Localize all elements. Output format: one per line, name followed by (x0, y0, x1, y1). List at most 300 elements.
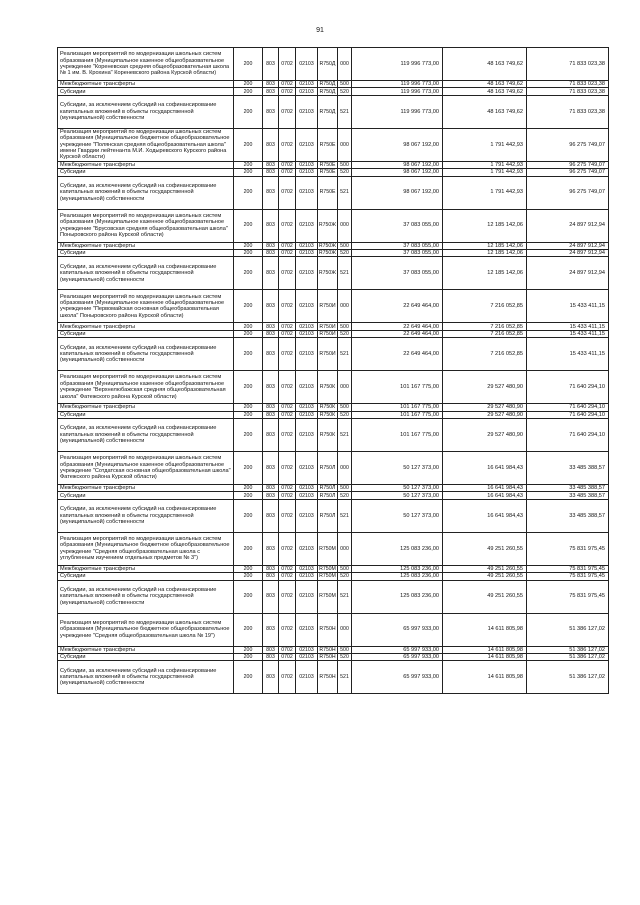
amount-executed: 29 527 480,90 (443, 371, 527, 404)
amount-executed: 48 163 749,62 (443, 48, 527, 81)
code-pr: 0702 (279, 565, 296, 572)
code-csr-direction: R750Е (318, 169, 338, 176)
amount-plan: 37 083 055,00 (352, 242, 443, 249)
code-pr: 0702 (279, 209, 296, 242)
amount-plan: 98 067 192,00 (352, 176, 443, 209)
code-vr: 000 (338, 48, 352, 81)
code-rz: 803 (263, 653, 279, 660)
amount-plan: 98 067 192,00 (352, 161, 443, 168)
code-rz: 803 (263, 613, 279, 646)
code-csr-program: 02103 (296, 95, 318, 128)
amount-executed: 1 791 442,93 (443, 176, 527, 209)
code-rz: 803 (263, 532, 279, 565)
code-csr-program: 02103 (296, 492, 318, 499)
code-rz: 803 (263, 371, 279, 404)
row-name: Межбюджетные трансферты (58, 161, 234, 168)
code-rz: 803 (263, 499, 279, 532)
code-vr: 000 (338, 371, 352, 404)
code-rz: 803 (263, 88, 279, 95)
code-ved: 200 (234, 371, 263, 404)
code-csr-program: 02103 (296, 330, 318, 337)
row-name: Субсидии (58, 653, 234, 660)
code-pr: 0702 (279, 330, 296, 337)
amount-remaining: 71 833 023,38 (527, 88, 609, 95)
code-pr: 0702 (279, 95, 296, 128)
code-pr: 0702 (279, 404, 296, 411)
code-csr-direction: R750Д (318, 48, 338, 81)
code-vr: 520 (338, 169, 352, 176)
code-ved: 200 (234, 532, 263, 565)
code-vr: 520 (338, 492, 352, 499)
amount-plan: 101 167 775,00 (352, 411, 443, 418)
table-row-measure (58, 48, 609, 81)
code-ved: 200 (234, 290, 263, 323)
code-csr-program: 02103 (296, 176, 318, 209)
code-csr-direction: R750Н (319, 646, 336, 653)
code-csr-program: 02103 (296, 484, 318, 491)
code-vr: 521 (338, 176, 352, 209)
code-csr-program: 02103 (296, 532, 318, 565)
row-name: Субсидии (58, 249, 234, 256)
amount-plan: 65 997 933,00 (352, 613, 443, 646)
table-row (58, 411, 609, 418)
amount-remaining: 96 275 749,07 (527, 128, 609, 161)
amount-plan: 98 067 192,00 (352, 128, 443, 161)
code-ved: 200 (234, 48, 263, 81)
code-csr-direction: R750Л (318, 451, 338, 484)
table-row (58, 249, 609, 256)
code-ved: 200 (234, 580, 263, 613)
code-vr: 000 (338, 209, 352, 242)
amount-executed: 16 641 984,43 (443, 499, 527, 532)
amount-remaining: 71 640 294,10 (527, 404, 609, 411)
row-name: Реализация мероприятий по модернизации школьных систем образования (Муниципальное бюджетное общеобразовательное учреждение "Полянская средняя общеобразовательная школа" имени Гвардии лейтенанта М.И. Ходыревского Курского района Курской области) (58, 128, 234, 161)
code-rz: 803 (263, 242, 279, 249)
table-row (58, 169, 609, 176)
code-csr-program: 02103 (296, 653, 318, 660)
code-csr-direction: R750И (318, 290, 338, 323)
row-name: Субсидии, за исключением субсидий на софинансирование капитальных вложений в объекты государственной (муниципальной) собственности (58, 499, 234, 532)
code-csr-program: 02103 (296, 661, 318, 694)
code-csr-direction: R750Д (318, 88, 338, 95)
code-rz: 803 (263, 48, 279, 81)
code-csr-program: 02103 (296, 323, 318, 330)
code-rz: 803 (263, 330, 279, 337)
amount-executed: 29 527 480,90 (443, 404, 527, 411)
code-vr: 521 (338, 580, 352, 613)
table-row (58, 257, 609, 290)
code-rz: 803 (263, 249, 279, 256)
amount-plan: 37 083 055,00 (352, 249, 443, 256)
code-csr-program: 02103 (296, 580, 318, 613)
code-csr-direction: R750Д (318, 95, 338, 128)
amount-remaining: 51 386 127,02 (527, 653, 609, 660)
amount-remaining: 24 897 912,94 (527, 249, 609, 256)
table-row-measure (58, 209, 609, 242)
code-pr: 0702 (279, 81, 296, 88)
code-ved: 200 (234, 176, 263, 209)
amount-plan: 125 083 236,00 (352, 565, 443, 572)
code-ved: 200 (234, 613, 263, 646)
code-rz: 803 (263, 565, 279, 572)
code-csr-direction: R750М (319, 573, 336, 580)
table-row (58, 88, 609, 95)
row-name: Межбюджетные трансферты (58, 404, 234, 411)
amount-remaining: 96 275 749,07 (527, 161, 609, 168)
code-vr: 500 (338, 646, 352, 653)
code-vr: 521 (338, 661, 352, 694)
amount-remaining: 33 485 388,57 (527, 451, 609, 484)
amount-remaining: 51 386 127,02 (527, 646, 609, 653)
amount-executed: 49 251 260,55 (443, 565, 527, 572)
row-name: Субсидии, за исключением субсидий на софинансирование капитальных вложений в объекты государственной (муниципальной) собственности (58, 95, 234, 128)
code-ved: 200 (234, 661, 263, 694)
code-ved: 200 (234, 169, 263, 176)
code-ved: 200 (234, 573, 263, 580)
code-csr-program: 02103 (296, 371, 318, 404)
code-ved: 200 (234, 128, 263, 161)
amount-plan: 101 167 775,00 (352, 371, 443, 404)
code-rz: 803 (263, 646, 279, 653)
code-vr: 520 (338, 573, 352, 580)
amount-remaining: 51 386 127,02 (527, 661, 609, 694)
code-rz: 803 (263, 290, 279, 323)
code-pr: 0702 (279, 580, 296, 613)
table-row-measure (58, 128, 609, 161)
code-vr: 000 (338, 128, 352, 161)
amount-remaining: 24 897 912,94 (527, 209, 609, 242)
amount-executed: 29 527 480,90 (443, 411, 527, 418)
amount-remaining: 15 433 411,15 (527, 330, 609, 337)
amount-plan: 22 649 464,00 (352, 330, 443, 337)
code-vr: 500 (338, 161, 352, 168)
table-row (58, 573, 609, 580)
amount-plan: 125 083 236,00 (352, 573, 443, 580)
code-pr: 0702 (279, 169, 296, 176)
amount-remaining: 71 833 023,38 (527, 81, 609, 88)
amount-executed: 49 251 260,55 (443, 532, 527, 565)
amount-remaining: 96 275 749,07 (527, 169, 609, 176)
amount-plan: 50 127 373,00 (352, 492, 443, 499)
code-csr-direction: R750И (319, 330, 336, 337)
amount-executed: 49 251 260,55 (443, 580, 527, 613)
code-ved: 200 (234, 81, 263, 88)
row-name: Субсидии, за исключением субсидий на софинансирование капитальных вложений в объекты государственной (муниципальной) собственности (58, 418, 234, 451)
code-rz: 803 (263, 338, 279, 371)
code-csr-program: 02103 (296, 128, 318, 161)
amount-remaining: 71 833 023,38 (527, 95, 609, 128)
table-row (58, 242, 609, 249)
amount-remaining: 33 485 388,57 (527, 499, 609, 532)
code-rz: 803 (263, 573, 279, 580)
code-vr: 000 (338, 532, 352, 565)
code-csr-program: 02103 (296, 411, 318, 418)
amount-remaining: 33 485 388,57 (527, 492, 609, 499)
amount-plan: 125 083 236,00 (352, 532, 443, 565)
code-rz: 803 (263, 580, 279, 613)
code-vr: 520 (338, 653, 352, 660)
code-vr: 521 (338, 499, 352, 532)
amount-remaining: 24 897 912,94 (527, 257, 609, 290)
code-pr: 0702 (279, 451, 296, 484)
code-rz: 803 (263, 404, 279, 411)
code-pr: 0702 (279, 499, 296, 532)
amount-plan: 125 083 236,00 (352, 580, 443, 613)
table-row (58, 580, 609, 613)
code-vr: 000 (338, 613, 352, 646)
amount-executed: 1 791 442,93 (443, 161, 527, 168)
code-ved: 200 (234, 242, 263, 249)
row-name: Субсидии (58, 169, 234, 176)
code-csr-direction: R750Ж (318, 250, 337, 257)
code-vr: 500 (338, 404, 352, 411)
row-name: Субсидии (58, 411, 234, 418)
amount-remaining: 71 640 294,10 (527, 371, 609, 404)
code-vr: 500 (338, 81, 352, 88)
code-ved: 200 (234, 330, 263, 337)
code-rz: 803 (263, 95, 279, 128)
amount-plan: 37 083 055,00 (352, 257, 443, 290)
code-csr-direction: R750Н (318, 613, 338, 646)
amount-remaining: 15 433 411,15 (527, 323, 609, 330)
code-pr: 0702 (279, 411, 296, 418)
amount-executed: 14 611 805,98 (443, 613, 527, 646)
code-pr: 0702 (279, 242, 296, 249)
amount-plan: 119 996 773,00 (352, 95, 443, 128)
code-csr-program: 02103 (296, 565, 318, 572)
table-body (58, 48, 609, 694)
code-vr: 521 (338, 338, 352, 371)
code-pr: 0702 (279, 573, 296, 580)
code-pr: 0702 (279, 646, 296, 653)
amount-remaining: 15 433 411,15 (527, 338, 609, 371)
code-csr-direction: R750И (319, 323, 336, 330)
code-ved: 200 (234, 492, 263, 499)
code-ved: 200 (234, 418, 263, 451)
code-vr: 500 (338, 323, 352, 330)
code-csr-direction: R750Л (318, 484, 338, 491)
amount-executed: 16 641 984,43 (443, 451, 527, 484)
code-vr: 520 (338, 330, 352, 337)
code-csr-direction: R750Л (318, 499, 338, 532)
code-ved: 200 (234, 161, 263, 168)
row-name: Субсидии (58, 88, 234, 95)
code-rz: 803 (263, 257, 279, 290)
code-csr-direction: R750М (318, 532, 338, 565)
amount-plan: 98 067 192,00 (352, 169, 443, 176)
code-rz: 803 (263, 418, 279, 451)
code-rz: 803 (263, 128, 279, 161)
code-csr-direction: R750К (318, 371, 338, 404)
table-row-measure (58, 451, 609, 484)
row-name: Реализация мероприятий по модернизации школьных систем образования (Муниципальное казенное общеобразовательное учреждение "Верхнелюбажская средняя общеобразовательная школа" Фатежского района Курской области) (58, 371, 234, 404)
amount-plan: 22 649 464,00 (352, 338, 443, 371)
code-vr: 500 (338, 484, 352, 491)
amount-plan: 50 127 373,00 (352, 484, 443, 491)
row-name: Субсидии (58, 492, 234, 499)
table-row (58, 95, 609, 128)
code-csr-direction: R750Н (319, 654, 336, 661)
code-csr-direction: R750К (318, 411, 338, 418)
amount-plan: 101 167 775,00 (352, 418, 443, 451)
row-name: Субсидии, за исключением субсидий на софинансирование капитальных вложений в объекты государственной (муниципальной) собственности (58, 176, 234, 209)
code-pr: 0702 (279, 128, 296, 161)
code-csr-direction: R750Ж (318, 257, 338, 290)
code-ved: 200 (234, 653, 263, 660)
table-row-measure (58, 613, 609, 646)
amount-remaining: 96 275 749,07 (527, 176, 609, 209)
row-name: Реализация мероприятий по модернизации школьных систем образования (Муниципальное казенное общеобразовательное учреждение "Сотдатская основная общеобразовательная школа" Фатежского района Курской области) (58, 451, 234, 484)
code-ved: 200 (234, 451, 263, 484)
amount-remaining: 75 831 975,45 (527, 532, 609, 565)
budget-table (57, 47, 609, 694)
code-rz: 803 (263, 661, 279, 694)
code-csr-program: 02103 (296, 338, 318, 371)
code-ved: 200 (234, 404, 263, 411)
row-name: Субсидии, за исключением субсидий на софинансирование капитальных вложений в объекты государственной (муниципальной) собственности (58, 338, 234, 371)
row-name: Субсидии, за исключением субсидий на софинансирование капитальных вложений в объекты государственной (муниципальной) собственности (58, 257, 234, 290)
code-vr: 520 (338, 411, 352, 418)
code-pr: 0702 (279, 418, 296, 451)
amount-executed: 29 527 480,90 (443, 418, 527, 451)
code-ved: 200 (234, 499, 263, 532)
code-csr-direction: R750К (318, 404, 338, 411)
amount-plan: 119 996 773,00 (352, 81, 443, 88)
code-csr-direction: R750И (318, 338, 338, 371)
code-rz: 803 (263, 81, 279, 88)
amount-executed: 16 641 984,43 (443, 484, 527, 491)
code-csr-program: 02103 (296, 169, 318, 176)
code-csr-program: 02103 (296, 290, 318, 323)
amount-remaining: 24 897 912,94 (527, 242, 609, 249)
amount-plan: 50 127 373,00 (352, 451, 443, 484)
code-csr-direction: R750Е (318, 161, 338, 168)
table-row (58, 323, 609, 330)
code-rz: 803 (263, 492, 279, 499)
row-name: Межбюджетные трансферты (58, 242, 234, 249)
row-name: Реализация мероприятий по модернизации школьных систем образования (Муниципальное бюджетное общеобразовательное учреждение "Средняя общеобразовательная школа с углубленным изучением отдельных предметов № 3") (58, 532, 234, 565)
code-ved: 200 (234, 95, 263, 128)
table-row (58, 492, 609, 499)
code-csr-program: 02103 (296, 161, 318, 168)
code-ved: 200 (234, 646, 263, 653)
code-ved: 200 (234, 323, 263, 330)
code-csr-program: 02103 (296, 613, 318, 646)
code-vr: 521 (338, 418, 352, 451)
code-pr: 0702 (279, 323, 296, 330)
code-csr-direction: R750Е (318, 176, 338, 209)
row-name: Реализация мероприятий по модернизации школьных систем образования (Муниципальное казенное общеобразовательное учреждение "Брусовская средняя общеобразовательная школа" Поныровского района Курской области) (58, 209, 234, 242)
code-csr-program: 02103 (296, 573, 318, 580)
code-rz: 803 (263, 209, 279, 242)
amount-executed: 12 185 142,06 (443, 242, 527, 249)
amount-executed: 7 216 052,85 (443, 290, 527, 323)
amount-executed: 14 611 805,98 (443, 653, 527, 660)
code-pr: 0702 (279, 249, 296, 256)
code-rz: 803 (263, 323, 279, 330)
code-csr-direction: R750Л (318, 492, 338, 499)
code-pr: 0702 (279, 290, 296, 323)
code-csr-program: 02103 (296, 48, 318, 81)
row-name: Субсидии, за исключением субсидий на софинансирование капитальных вложений в объекты государственной (муниципальной) собственности (58, 580, 234, 613)
amount-remaining: 15 433 411,15 (527, 290, 609, 323)
table-row-measure (58, 371, 609, 404)
code-pr: 0702 (279, 532, 296, 565)
table-row (58, 499, 609, 532)
amount-plan: 65 997 933,00 (352, 653, 443, 660)
amount-executed: 14 611 805,98 (443, 646, 527, 653)
code-rz: 803 (263, 411, 279, 418)
row-name: Межбюджетные трансферты (58, 565, 234, 572)
row-name: Межбюджетные трансферты (58, 323, 234, 330)
row-name: Межбюджетные трансферты (58, 484, 234, 491)
code-csr-program: 02103 (296, 451, 318, 484)
amount-executed: 7 216 052,85 (443, 330, 527, 337)
code-csr-program: 02103 (296, 242, 318, 249)
table-row (58, 176, 609, 209)
amount-remaining: 33 485 388,57 (527, 484, 609, 491)
amount-remaining: 75 831 975,45 (527, 580, 609, 613)
amount-executed: 7 216 052,85 (443, 323, 527, 330)
code-rz: 803 (263, 169, 279, 176)
code-csr-direction: R750Е (318, 128, 338, 161)
amount-plan: 22 649 464,00 (352, 290, 443, 323)
code-pr: 0702 (279, 338, 296, 371)
code-ved: 200 (234, 338, 263, 371)
table-row (58, 330, 609, 337)
amount-executed: 49 251 260,55 (443, 573, 527, 580)
code-ved: 200 (234, 257, 263, 290)
code-vr: 521 (338, 95, 352, 128)
code-vr: 520 (338, 88, 352, 95)
code-pr: 0702 (279, 88, 296, 95)
amount-remaining: 71 833 023,38 (527, 48, 609, 81)
amount-executed: 1 791 442,93 (443, 169, 527, 176)
code-csr-program: 02103 (296, 209, 318, 242)
code-csr-program: 02103 (296, 249, 318, 256)
code-pr: 0702 (279, 492, 296, 499)
code-csr-direction: R750Н (318, 661, 338, 694)
code-ved: 200 (234, 88, 263, 95)
code-vr: 500 (338, 242, 352, 249)
code-csr-direction: R750Ж (318, 209, 338, 242)
table-row (58, 161, 609, 168)
code-csr-program: 02103 (296, 88, 318, 95)
code-csr-program: 02103 (296, 418, 318, 451)
amount-plan: 37 083 055,00 (352, 209, 443, 242)
code-pr: 0702 (279, 371, 296, 404)
table-row (58, 646, 609, 653)
code-vr: 521 (338, 257, 352, 290)
code-rz: 803 (263, 451, 279, 484)
row-name: Субсидии (58, 330, 234, 337)
row-name: Субсидии (58, 573, 234, 580)
code-csr-direction: R750К (318, 418, 338, 451)
code-vr: 520 (338, 249, 352, 256)
amount-executed: 12 185 142,06 (443, 209, 527, 242)
code-ved: 200 (234, 411, 263, 418)
amount-executed: 48 163 749,62 (443, 81, 527, 88)
code-rz: 803 (263, 484, 279, 491)
amount-executed: 12 185 142,06 (443, 257, 527, 290)
code-pr: 0702 (279, 48, 296, 81)
code-vr: 000 (338, 290, 352, 323)
table-row-measure (58, 532, 609, 565)
table-row (58, 338, 609, 371)
page-number: 91 (316, 27, 324, 34)
code-ved: 200 (234, 484, 263, 491)
amount-plan: 119 996 773,00 (352, 88, 443, 95)
